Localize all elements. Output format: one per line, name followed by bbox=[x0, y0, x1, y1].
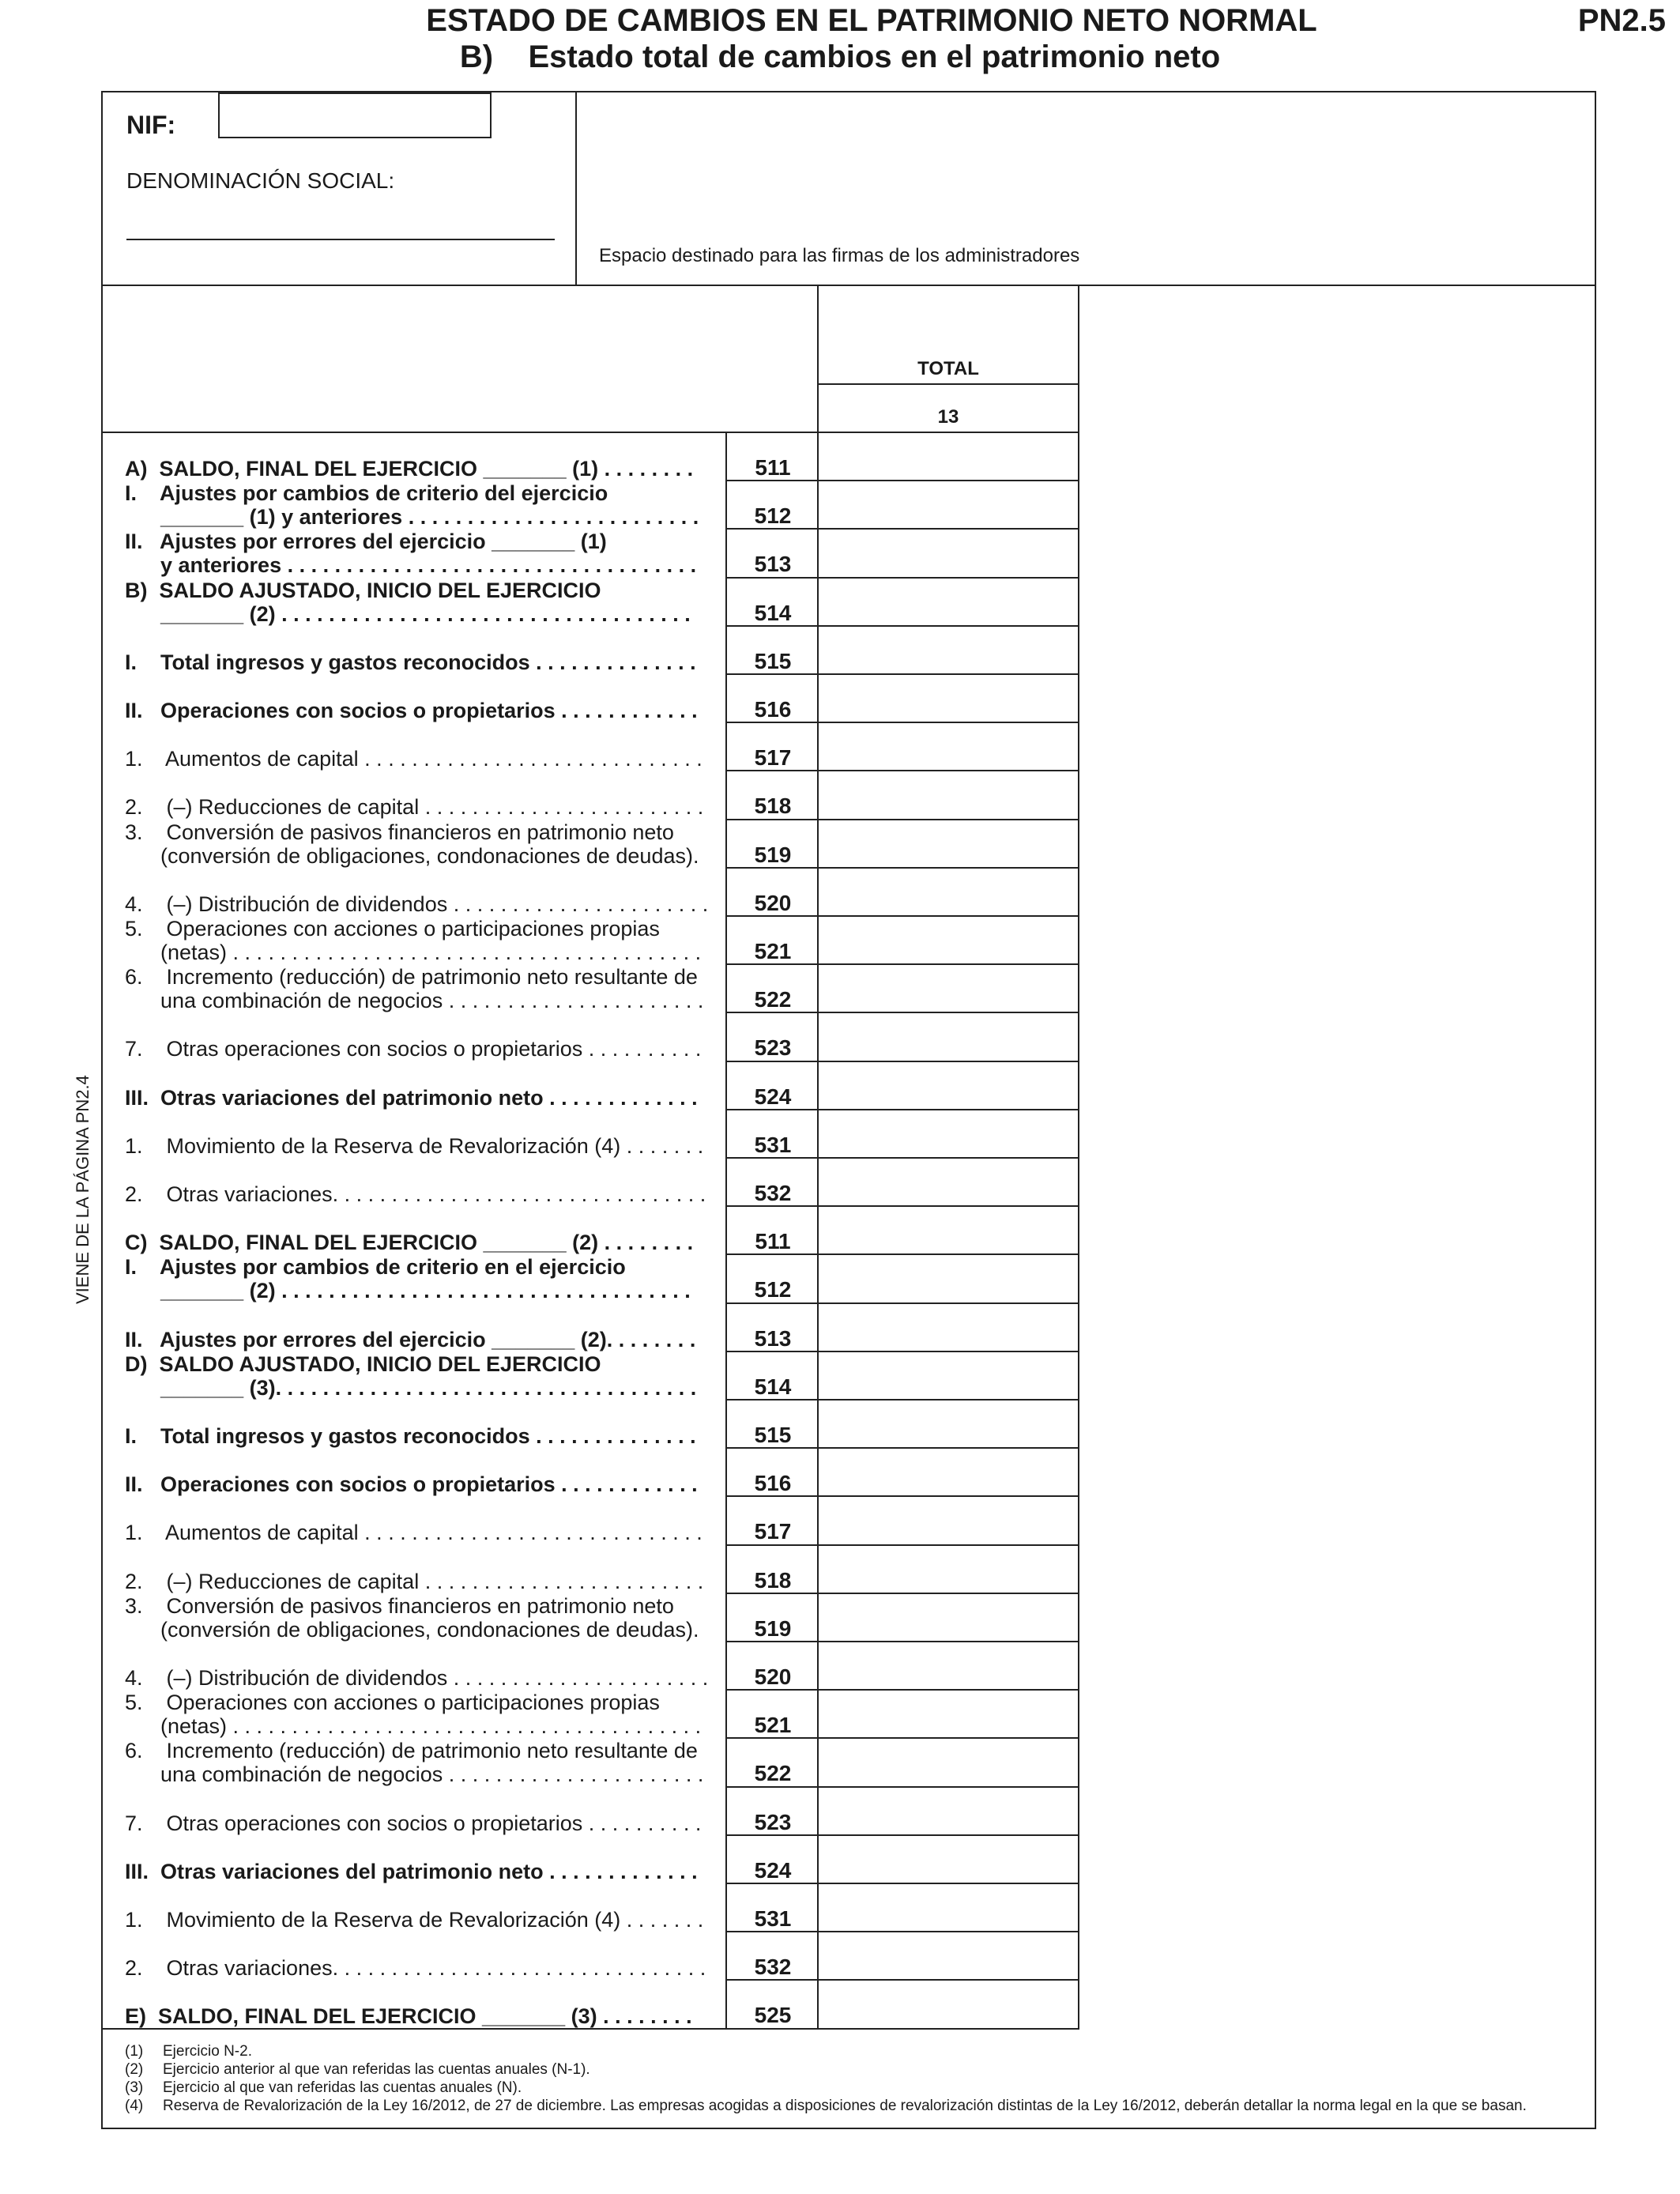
table-row bbox=[125, 1691, 725, 1738]
row-code: 521 bbox=[754, 939, 792, 963]
row-rule bbox=[727, 1447, 1079, 1449]
table-row bbox=[125, 2004, 725, 2028]
table-row bbox=[125, 481, 725, 529]
row-code: 524 bbox=[754, 1857, 792, 1883]
row-code: 516 bbox=[754, 697, 792, 722]
row-rule bbox=[727, 1205, 1079, 1207]
row-label: 7. Otras operaciones con socios o propietarios . . . . . . . . . . bbox=[125, 1811, 702, 1835]
total-cell[interactable] bbox=[819, 1255, 1078, 1302]
footnote-key: (4) bbox=[125, 2098, 144, 2114]
row-rule bbox=[727, 1061, 1079, 1062]
row-label: 1. Movimiento de la Reserva de Revalorización (4) . . . . . . . bbox=[125, 1133, 704, 1158]
row-code: 525 bbox=[754, 2003, 792, 2028]
row-label: D) SALDO AJUSTADO, INICIO DEL EJERCICIO bbox=[125, 1351, 601, 1376]
table-row bbox=[125, 1860, 725, 1883]
table-row bbox=[125, 820, 725, 868]
total-cell[interactable] bbox=[819, 627, 1078, 673]
row-rule bbox=[727, 1351, 1079, 1352]
total-cell[interactable] bbox=[819, 1062, 1078, 1109]
total-cell[interactable] bbox=[819, 1546, 1078, 1593]
row-label: 2. (–) Reducciones de capital . . . . . . . . . . . . . . . . . . . . . . . . bbox=[125, 1569, 704, 1593]
row-rule bbox=[727, 770, 1079, 771]
row-code: 518 bbox=[754, 1567, 792, 1593]
row-label-cont: (netas) . . . . . . . . . . . . . . . . . . . . . . . . . . . . . . . . . . . . . . . . bbox=[125, 941, 702, 964]
row-label-cont: _______ (1) y anteriores . . . . . . . . . . . . . . . . . . . . . . . . . bbox=[125, 505, 699, 530]
footnotes bbox=[125, 2042, 1527, 2115]
row-rule bbox=[727, 1399, 1079, 1400]
total-cell[interactable] bbox=[819, 1497, 1078, 1544]
form-code: PN2.5 bbox=[1577, 3, 1666, 38]
table-row bbox=[125, 530, 725, 577]
total-cell[interactable] bbox=[819, 1400, 1078, 1447]
table-bottom-rule bbox=[101, 2028, 1079, 2030]
row-code: 514 bbox=[754, 1374, 792, 1399]
table-row bbox=[125, 457, 725, 481]
row-rule bbox=[727, 867, 1079, 869]
side-note: VIENE DE LA PÁGINA PN2.4 bbox=[73, 1075, 92, 1304]
row-code: 520 bbox=[754, 1664, 792, 1689]
table-row bbox=[125, 1594, 725, 1642]
row-rule bbox=[727, 673, 1079, 675]
row-label: 5. Operaciones con acciones o participaciones propias bbox=[125, 1691, 660, 1715]
row-code: 513 bbox=[754, 1325, 792, 1351]
row-rule bbox=[727, 1737, 1079, 1739]
row-rule bbox=[727, 963, 1079, 965]
footnote bbox=[125, 2079, 1527, 2097]
row-rule bbox=[727, 1495, 1079, 1497]
total-cell[interactable] bbox=[819, 917, 1078, 963]
total-cell[interactable] bbox=[819, 481, 1078, 528]
total-cell[interactable] bbox=[819, 1594, 1078, 1641]
row-label-cont: una combinación de negocios . . . . . . . . . . . . . . . . . . . . . . bbox=[125, 1762, 704, 1787]
row-label: III. Otras variaciones del patrimonio neto . . . . . . . . . . . . . bbox=[125, 1859, 698, 1883]
row-label: 4. (–) Distribución de dividendos . . . . . . . . . . . . . . . . . . . . . . bbox=[125, 892, 709, 916]
total-cell[interactable] bbox=[819, 1304, 1078, 1351]
row-code: 519 bbox=[754, 842, 792, 867]
row-label: 1. Aumentos de capital . . . . . . . . . . . . . . . . . . . . . . . . . . . . . bbox=[125, 1521, 703, 1545]
total-cell[interactable] bbox=[819, 1207, 1078, 1253]
row-code: 532 bbox=[754, 1181, 792, 1205]
row-label: II. Ajustes por errores del ejercicio _______ (1) bbox=[125, 530, 607, 554]
firmas-area[interactable]: Espacio destinado para las firmas de los administradores bbox=[599, 245, 1080, 266]
total-header-rule bbox=[819, 383, 1078, 385]
total-cell[interactable] bbox=[819, 1884, 1078, 1931]
nif-label: NIF: bbox=[126, 111, 176, 139]
row-code: 513 bbox=[754, 552, 792, 577]
row-rule bbox=[727, 1593, 1079, 1594]
table-row bbox=[125, 1182, 725, 1206]
table-row bbox=[125, 917, 725, 964]
table-row bbox=[125, 892, 725, 916]
page-subtitle: B) Estado total de cambios en el patrimonio neto bbox=[459, 40, 1221, 74]
table-row bbox=[125, 1472, 725, 1496]
row-code: 514 bbox=[754, 600, 792, 625]
row-label: 6. Incremento (reducción) de patrimonio neto resultante de bbox=[125, 965, 698, 990]
row-rule bbox=[727, 1253, 1079, 1255]
footnote-text: Ejercicio N-2. bbox=[163, 2043, 252, 2060]
row-code: 521 bbox=[754, 1713, 792, 1738]
row-code: 520 bbox=[754, 890, 792, 915]
row-label-cont: (netas) . . . . . . . . . . . . . . . . . . . . . . . . . . . . . . . . . . . . . . . . bbox=[125, 1714, 702, 1739]
total-cell[interactable] bbox=[819, 771, 1078, 818]
table-row bbox=[125, 1231, 725, 1254]
denominacion-label: DENOMINACIÓN SOCIAL: bbox=[126, 168, 395, 193]
table-row bbox=[125, 747, 725, 771]
total-cell[interactable] bbox=[819, 1642, 1078, 1689]
total-cell[interactable] bbox=[819, 820, 1078, 867]
row-rule bbox=[727, 528, 1079, 530]
row-label-cont: (conversión de obligaciones, condonaciones de deudas). bbox=[125, 1617, 699, 1642]
table-row bbox=[125, 1328, 725, 1351]
row-label-cont: una combinación de negocios . . . . . . . . . . . . . . . . . . . . . . bbox=[125, 989, 704, 1013]
row-label: II. Ajustes por errores del ejercicio _______ (2). . . . . . . . bbox=[125, 1327, 696, 1351]
table-row bbox=[125, 699, 725, 722]
table-row bbox=[125, 579, 725, 626]
row-rule bbox=[727, 1641, 1079, 1642]
table-row bbox=[125, 1352, 725, 1400]
total-cell[interactable] bbox=[819, 530, 1078, 576]
table-row bbox=[125, 1739, 725, 1786]
row-label-cont: (conversión de obligaciones, condonaciones de deudas). bbox=[125, 843, 699, 868]
total-cell[interactable] bbox=[819, 723, 1078, 770]
total-cell[interactable] bbox=[819, 1449, 1078, 1495]
row-label: 1. Movimiento de la Reserva de Revalorización (4) . . . . . . . bbox=[125, 1908, 704, 1932]
nif-input[interactable] bbox=[218, 92, 492, 138]
row-rule bbox=[727, 1012, 1079, 1013]
row-code: 523 bbox=[754, 1809, 792, 1834]
row-code: 522 bbox=[754, 1761, 792, 1786]
row-rule bbox=[727, 1931, 1079, 1932]
row-code: 519 bbox=[754, 1615, 792, 1641]
row-label: I. Total ingresos y gastos reconocidos . . . . . . . . . . . . . . bbox=[125, 650, 696, 674]
denominacion-input[interactable] bbox=[126, 239, 555, 240]
row-label: III. Otras variaciones del patrimonio neto . . . . . . . . . . . . . bbox=[125, 1085, 698, 1110]
row-label: 6. Incremento (reducción) de patrimonio neto resultante de bbox=[125, 1739, 698, 1763]
table-row bbox=[125, 1666, 725, 1690]
footnote bbox=[125, 2060, 1527, 2079]
table-row bbox=[125, 1570, 725, 1593]
row-code: 515 bbox=[754, 1423, 792, 1447]
footnote-key: (2) bbox=[125, 2061, 144, 2078]
table-row bbox=[125, 1956, 725, 1980]
total-cell[interactable] bbox=[819, 965, 1078, 1012]
footnote-text: Reserva de Revalorización de la Ley 16/2012, de 27 de diciembre. Las empresas acogidas a disposiciones de revalorización distintas de la Ley 16/2012, deberán detallar la norma legal en la que se basan. bbox=[163, 2098, 1527, 2114]
table-row bbox=[125, 1908, 725, 1932]
total-cell[interactable] bbox=[819, 869, 1078, 915]
total-cell[interactable] bbox=[819, 1013, 1078, 1060]
table-row bbox=[125, 795, 725, 819]
total-cell[interactable] bbox=[819, 1691, 1078, 1737]
row-rule bbox=[727, 1544, 1079, 1546]
total-cell[interactable] bbox=[819, 1739, 1078, 1785]
table-row bbox=[125, 1134, 725, 1158]
row-label-cont: _______ (3). . . . . . . . . . . . . . . . . . . . . . . . . . . . . . . . . . . . bbox=[125, 1375, 697, 1400]
total-cell[interactable] bbox=[819, 1352, 1078, 1399]
total-cell[interactable] bbox=[819, 1932, 1078, 1979]
row-label: A) SALDO, FINAL DEL EJERCICIO _______ (1) . . . . . . . . bbox=[125, 457, 694, 481]
footnote-key: (1) bbox=[125, 2043, 144, 2060]
row-code: 522 bbox=[754, 987, 792, 1012]
row-label: 4. (–) Distribución de dividendos . . . . . . . . . . . . . . . . . . . . . . bbox=[125, 1666, 709, 1690]
row-rule bbox=[727, 1786, 1079, 1788]
table-row bbox=[125, 1255, 725, 1302]
row-code: 517 bbox=[754, 1519, 792, 1544]
footnote-key: (3) bbox=[125, 2079, 144, 2096]
row-label: E) SALDO, FINAL DEL EJERCICIO _______ (3) . . . . . . . . bbox=[125, 2004, 692, 2029]
row-code: 531 bbox=[754, 1132, 792, 1157]
row-label: 2. Otras variaciones. . . . . . . . . . . . . . . . . . . . . . . . . . . . . . . . bbox=[125, 1182, 706, 1206]
footnote bbox=[125, 2097, 1527, 2115]
row-label: II. Operaciones con socios o propietarios . . . . . . . . . . . . bbox=[125, 699, 698, 722]
row-label: 2. Otras variaciones. . . . . . . . . . . . . . . . . . . . . . . . . . . . . . . . bbox=[125, 1956, 706, 1981]
row-rule bbox=[727, 915, 1079, 917]
row-label: 3. Conversión de pasivos financieros en patrimonio neto bbox=[125, 820, 674, 844]
table-row bbox=[125, 1521, 725, 1544]
table-row bbox=[125, 650, 725, 674]
table-row bbox=[125, 1811, 725, 1835]
row-code: 524 bbox=[754, 1084, 792, 1109]
row-label: II. Operaciones con socios o propietarios . . . . . . . . . . . . bbox=[125, 1472, 698, 1497]
row-code: 515 bbox=[754, 648, 792, 673]
row-label: 2. (–) Reducciones de capital . . . . . . . . . . . . . . . . . . . . . . . . bbox=[125, 795, 704, 820]
row-code: 511 bbox=[755, 455, 791, 480]
footnote bbox=[125, 2042, 1527, 2060]
row-code: 512 bbox=[754, 1277, 792, 1302]
table-row bbox=[125, 965, 725, 1012]
total-cell[interactable] bbox=[819, 1836, 1078, 1883]
row-rule bbox=[727, 1834, 1079, 1836]
row-code: 532 bbox=[754, 1955, 792, 1980]
total-cell[interactable] bbox=[819, 1981, 1078, 2027]
row-rule bbox=[727, 480, 1079, 481]
row-label: I. Ajustes por cambios de criterio del ejercicio bbox=[125, 481, 608, 506]
row-code: 518 bbox=[754, 794, 792, 819]
header-divider bbox=[575, 91, 577, 286]
row-rule bbox=[727, 1979, 1079, 1981]
row-label: B) SALDO AJUSTADO, INICIO DEL EJERCICIO bbox=[125, 578, 601, 602]
row-code: 516 bbox=[754, 1471, 792, 1496]
row-label: 3. Conversión de pasivos financieros en patrimonio neto bbox=[125, 1593, 674, 1618]
row-rule bbox=[727, 819, 1079, 820]
row-label: I. Ajustes por cambios de criterio en el ejercicio bbox=[125, 1255, 626, 1280]
row-code: 517 bbox=[754, 745, 792, 771]
row-rule bbox=[727, 1689, 1079, 1691]
row-rule bbox=[727, 1302, 1079, 1304]
total-cell[interactable] bbox=[819, 1110, 1078, 1157]
total-cell[interactable] bbox=[819, 1159, 1078, 1205]
row-label-cont: _______ (2) . . . . . . . . . . . . . . . . . . . . . . . . . . . . . . . . . . . bbox=[125, 601, 691, 626]
row-rule bbox=[727, 722, 1079, 723]
total-cell[interactable] bbox=[819, 433, 1078, 480]
row-label: 1. Aumentos de capital . . . . . . . . . . . . . . . . . . . . . . . . . . . . . bbox=[125, 747, 703, 771]
footnote-text: Ejercicio anterior al que van referidas las cuentas anuales (N-1). bbox=[163, 2061, 590, 2078]
row-rule bbox=[727, 577, 1079, 579]
row-label-cont: y anteriores . . . . . . . . . . . . . . . . . . . . . . . . . . . . . . . . . . . bbox=[125, 553, 697, 578]
total-cell[interactable] bbox=[819, 675, 1078, 722]
page-title: ESTADO DE CAMBIOS EN EL PATRIMONIO NETO NORMAL bbox=[426, 3, 1317, 38]
row-label: 7. Otras operaciones con socios o propietarios . . . . . . . . . . bbox=[125, 1037, 702, 1061]
row-label: C) SALDO, FINAL DEL EJERCICIO _______ (2) . . . . . . . . bbox=[125, 1231, 694, 1255]
table-row bbox=[125, 1424, 725, 1448]
total-cell[interactable] bbox=[819, 579, 1078, 625]
table-row bbox=[125, 1037, 725, 1061]
row-label-cont: _______ (2) . . . . . . . . . . . . . . . . . . . . . . . . . . . . . . . . . . . bbox=[125, 1279, 691, 1303]
row-code: 511 bbox=[755, 1229, 791, 1254]
row-rule bbox=[727, 1109, 1079, 1110]
row-rule bbox=[727, 1157, 1079, 1159]
total-code: 13 bbox=[937, 406, 959, 428]
table-row bbox=[125, 1086, 725, 1110]
row-code: 523 bbox=[754, 1035, 792, 1061]
row-label: I. Total ingresos y gastos reconocidos . . . . . . . . . . . . . . bbox=[125, 1424, 696, 1448]
total-cell[interactable] bbox=[819, 1788, 1078, 1834]
row-rule bbox=[727, 625, 1079, 627]
row-rule bbox=[727, 1883, 1079, 1884]
row-code: 512 bbox=[754, 503, 792, 529]
row-label: 5. Operaciones con acciones o participaciones propias bbox=[125, 917, 660, 941]
row-code: 531 bbox=[754, 1906, 792, 1931]
total-header: TOTAL bbox=[917, 358, 979, 379]
footnote-text: Ejercicio al que van referidas las cuentas anuales (N). bbox=[163, 2079, 522, 2096]
